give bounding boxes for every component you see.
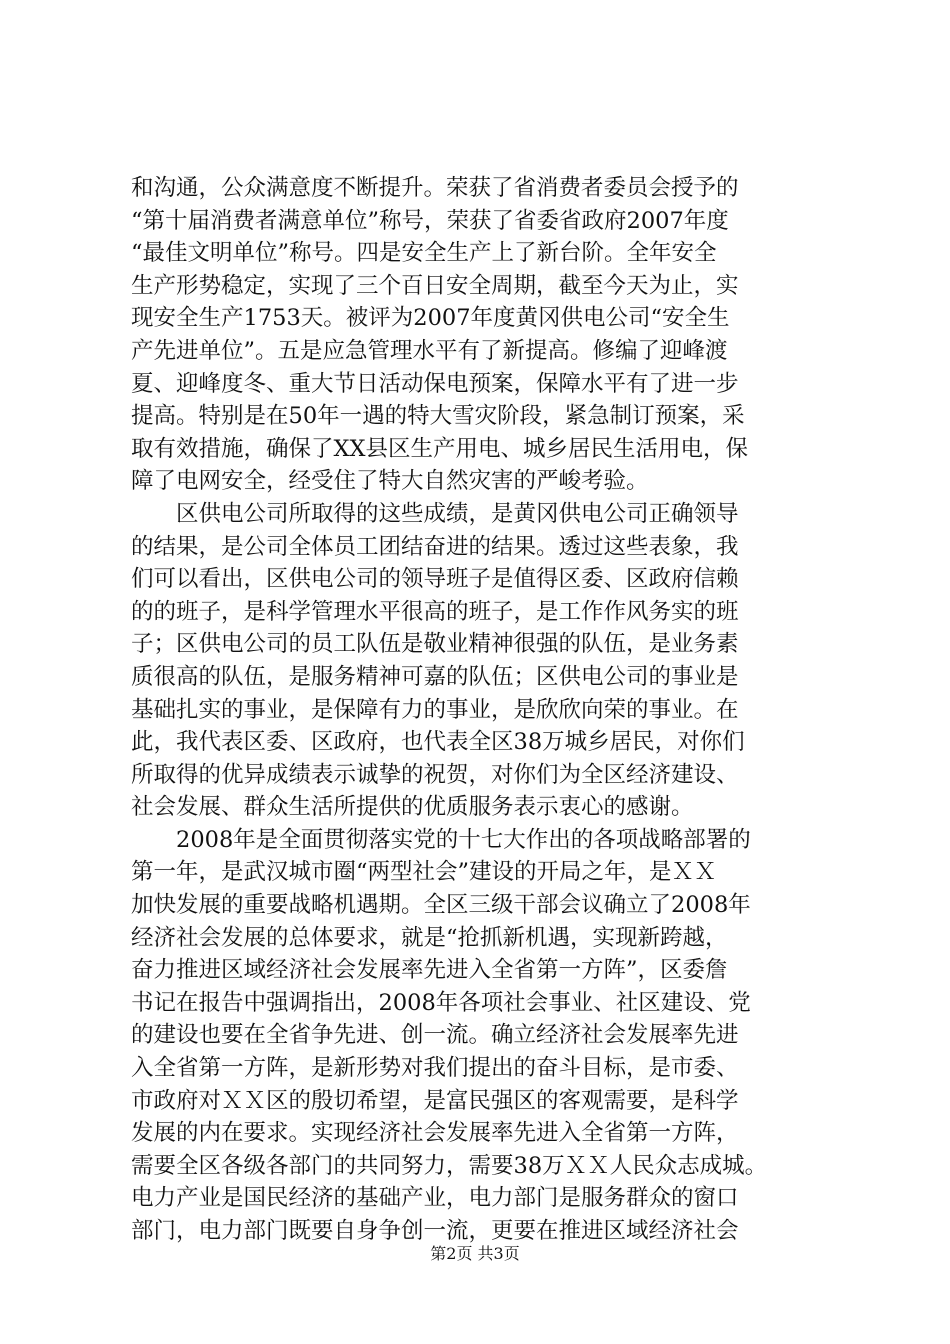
text-line: 区供电公司所取得的这些成绩，是黄冈供电公司正确领导	[131, 500, 739, 527]
text-line: 的的班子，是科学管理水平很高的班子，是工作作风务实的班	[131, 598, 739, 625]
text-line: “最佳文明单位”称号。四是安全生产上了新台阶。全年安全	[131, 240, 717, 267]
text-line: 入全省第一方阵，是新形势对我们提出的奋斗目标，是市委、	[131, 1055, 739, 1082]
text-line: 基础扎实的事业，是保障有力的事业，是欣欣向荣的事业。在	[131, 696, 739, 723]
text-line: 书记在报告中强调指出，2008年各项社会事业、社区建设、党	[131, 989, 751, 1016]
text-line: 需要全区各级各部门的共同努力，需要38万ＸＸ人民众志成城。	[131, 1152, 768, 1179]
body-text	[131, 172, 831, 1248]
text-line: 障了电网安全，经受住了特大自然灾害的严峻考验。	[131, 468, 649, 495]
text-line: 们可以看出，区供电公司的领导班子是值得区委、区政府信赖	[131, 566, 739, 593]
text-line: 产先进单位”。五是应急管理水平有了新提高。修编了迎峰渡	[131, 337, 728, 364]
text-line: 加快发展的重要战略机遇期。全区三级干部会议确立了2008年	[131, 892, 751, 919]
text-line: 市政府对ＸＸ区的殷切希望，是富民强区的客观需要，是科学	[131, 1087, 739, 1114]
text-line: 所取得的优异成绩表示诚挚的祝贺，对你们为全区经济建设、	[131, 761, 739, 788]
text-line: 的建设也要在全省争先进、创一流。确立经济社会发展率先进	[131, 1022, 739, 1049]
text-line: 取有效措施，确保了XX县区生产用电、城乡居民生活用电，保	[131, 435, 749, 462]
text-line: 社会发展、群众生活所提供的优质服务表示衷心的感谢。	[131, 794, 694, 821]
page-footer: 第2页 共3页	[430, 1244, 520, 1263]
text-line: 发展的内在要求。实现经济社会发展率先进入全省第一方阵，	[131, 1120, 739, 1147]
text-line: 此，我代表区委、区政府，也代表全区38万城乡居民，对你们	[131, 729, 745, 756]
text-line: 提高。特别是在50年一遇的特大雪灾阶段，紧急制订预案，采	[131, 403, 745, 430]
text-line: 子；区供电公司的员工队伍是敬业精神很强的队伍，是业务素	[131, 631, 739, 658]
text-line: 的结果，是公司全体员工团结奋进的结果。透过这些表象，我	[131, 533, 739, 560]
text-line: “第十届消费者满意单位”称号，荣获了省委省政府2007年度	[131, 207, 729, 234]
text-line: 现安全生产1753天。被评为2007年度黄冈供电公司“安全生	[131, 305, 730, 332]
text-line: 生产形势稳定，实现了三个百日安全周期，截至今天为止，实	[131, 272, 739, 299]
text-line: 2008年是全面贯彻落实党的十七大作出的各项战略部署的	[131, 826, 751, 853]
text-line: 夏、迎峰度冬、重大节日活动保电预案，保障水平有了进一步	[131, 370, 739, 397]
text-line: 经济社会发展的总体要求，就是“抢抓新机遇，实现新跨越，	[131, 924, 728, 951]
text-line: 电力产业是国民经济的基础产业，电力部门是服务群众的窗口	[131, 1185, 739, 1212]
text-line: 奋力推进区域经济社会发展率先进入全省第一方阵”，区委詹	[131, 957, 728, 984]
text-line: 和沟通，公众满意度不断提升。荣获了省消费者委员会授予的	[131, 175, 739, 201]
text-line: 第一年，是武汉城市圈“两型社会”建设的开局之年，是ＸＸ	[131, 859, 717, 886]
text-line: 部门，电力部门既要自身争创一流，更要在推进区域经济社会	[131, 1218, 739, 1244]
text-line: 质很高的队伍，是服务精神可嘉的队伍；区供电公司的事业是	[131, 663, 739, 690]
